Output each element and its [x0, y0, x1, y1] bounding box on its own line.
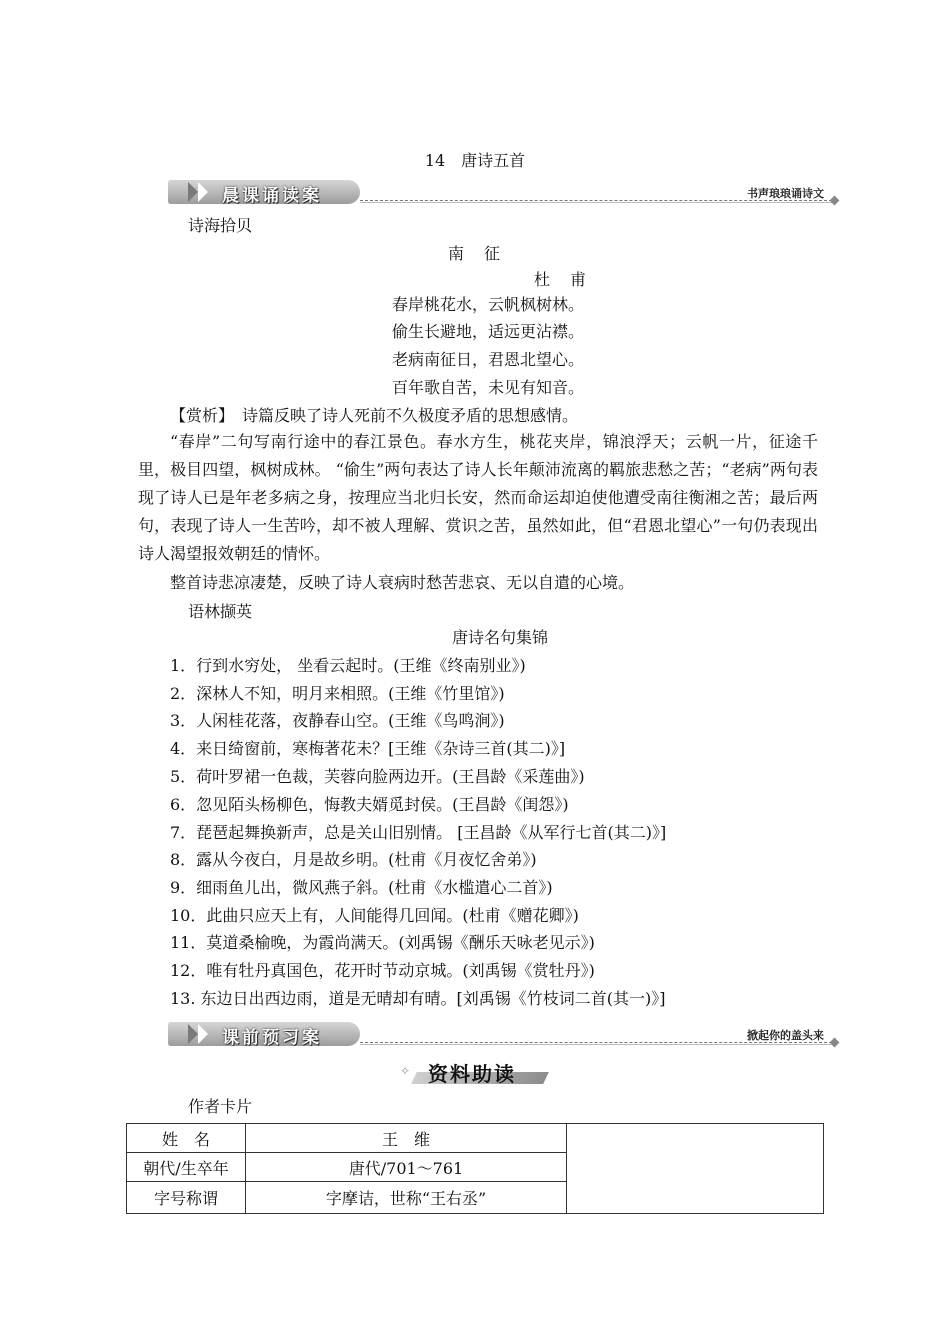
section-heading: 诗海拾贝 — [188, 216, 253, 235]
chevron-icon — [198, 182, 208, 202]
divider — [360, 1044, 832, 1045]
quote-item: 4．来日绮窗前，寒梅著花未？[王维《杂诗三首(其二)》] — [170, 739, 566, 758]
chevron-icon — [198, 1024, 208, 1044]
diamond-icon — [830, 196, 840, 206]
table-key: 字号称谓 — [127, 1182, 246, 1214]
quote-item: 12．唯有牡丹真国色，花开时节动京城。(刘禹锡《赏牡丹》) — [170, 961, 595, 980]
quote-item: 9．细雨鱼儿出，微风燕子斜。(杜甫《水槛遣心二首》) — [170, 878, 553, 897]
table-value: 字摩诘，世称“王右丞” — [246, 1182, 567, 1214]
quote-item: 5．荷叶罗裙一色裁，芙蓉向脸两边开。(王昌龄《采莲曲》) — [170, 767, 585, 786]
quote-item: 7．琵琶起舞换新声，总是关山旧别情。 [王昌龄《从军行七首(其二)》] — [170, 823, 667, 842]
quote-item: 2．深林人不知，明月来相照。(王维《竹里馆》) — [170, 684, 505, 703]
quote-item: 3．人闲桂花落，夜静春山空。(王维《鸟鸣涧》) — [170, 711, 505, 730]
section-heading: 语林撷英 — [188, 602, 253, 621]
badge-label: 资料助读 — [428, 1062, 516, 1086]
analysis-tag: 【赏析】 — [170, 406, 227, 425]
divider — [360, 202, 832, 203]
diamond-icon — [830, 1038, 840, 1048]
analysis-summary: 诗篇反映了诗人死前不久极度矛盾的思想感情。 — [242, 406, 579, 425]
table-key: 姓 名 — [127, 1124, 246, 1153]
section-heading: 作者卡片 — [188, 1097, 253, 1116]
banner-label: 晨课诵读案 — [222, 186, 322, 206]
poem-line: 春岸桃花水，云帆枫树林。 — [392, 295, 585, 314]
page-title: 14 唐诗五首 — [424, 151, 526, 170]
portrait-cell — [567, 1124, 824, 1214]
quote-item: 8．露从今夜白，月是故乡明。(杜甫《月夜忆舍弟》) — [170, 850, 537, 869]
banner-label: 课前预习案 — [222, 1028, 322, 1048]
analysis-paragraph: “春岸”二句写南行途中的春江景色。春水方生，桃花夹岸，锦浪浮天；云帆一片，征途千里，极目四望，枫树成林。 “偷生”两句表达了诗人长年颠沛流离的羁旅悲愁之苦；“老病”两句表现了诗人已是年老多病之身，按理应当北归长安，然而命运却迫使他遭受南往衡湘之苦；最后两句，表现了诗人一生苦吟，却不被人理解、赏识之苦，虽然如此，但“君恩北望心”一句仍表现出诗人渴望报效朝廷的情怀。 — [138, 432, 818, 563]
poem-line: 偷生长避地，适远更沾襟。 — [392, 322, 585, 341]
banner-subtitle: 掀起你的盖头来 — [747, 1029, 824, 1042]
banner-subtitle: 书声琅琅诵诗文 — [747, 187, 824, 200]
table-key: 朝代/生卒年 — [127, 1153, 246, 1182]
quotes-title: 唐诗名句集锦 — [452, 628, 549, 647]
table-value: 王 维 — [246, 1124, 567, 1153]
quote-item: 11．莫道桑榆晚，为霞尚满天。(刘禹锡《酬乐天咏老见示》) — [170, 933, 595, 952]
analysis-line — [170, 406, 578, 426]
poem-title: 南 征 — [447, 244, 502, 263]
poem-author: 杜 甫 — [534, 270, 589, 289]
author-card-table — [126, 1123, 824, 1214]
quote-item: 10．此曲只应天上有，人间能得几回闻。(杜甫《赠花卿》) — [170, 906, 579, 925]
section-banner-morning — [168, 180, 838, 206]
table-value: 唐代/701～761 — [246, 1153, 567, 1182]
section-banner-preview — [168, 1022, 838, 1048]
poem-line: 老病南征日，君恩北望心。 — [392, 350, 585, 369]
table-row — [127, 1124, 824, 1153]
chevron-icon — [188, 1024, 198, 1044]
analysis-conclusion: 整首诗悲凉凄楚，反映了诗人衰病时愁苦悲哀、无以自遣的心境。 — [170, 573, 635, 592]
reading-aid-badge — [400, 1058, 552, 1088]
poem-line: 百年歌自苦，未见有知音。 — [392, 378, 585, 397]
quote-item: 6．忽见陌头杨柳色，悔教夫婿觅封侯。(王昌龄《闺怨》) — [170, 795, 569, 814]
quote-item: 13. 东边日出西边雨，道是无晴却有晴。[刘禹锡《竹枝词二首(其一)》] — [170, 989, 666, 1008]
quote-item: 1．行到水穷处， 坐看云起时。(王维《终南别业》) — [170, 656, 526, 675]
chevron-icon — [188, 182, 198, 202]
sparkle-icon: ✧ — [400, 1064, 411, 1078]
